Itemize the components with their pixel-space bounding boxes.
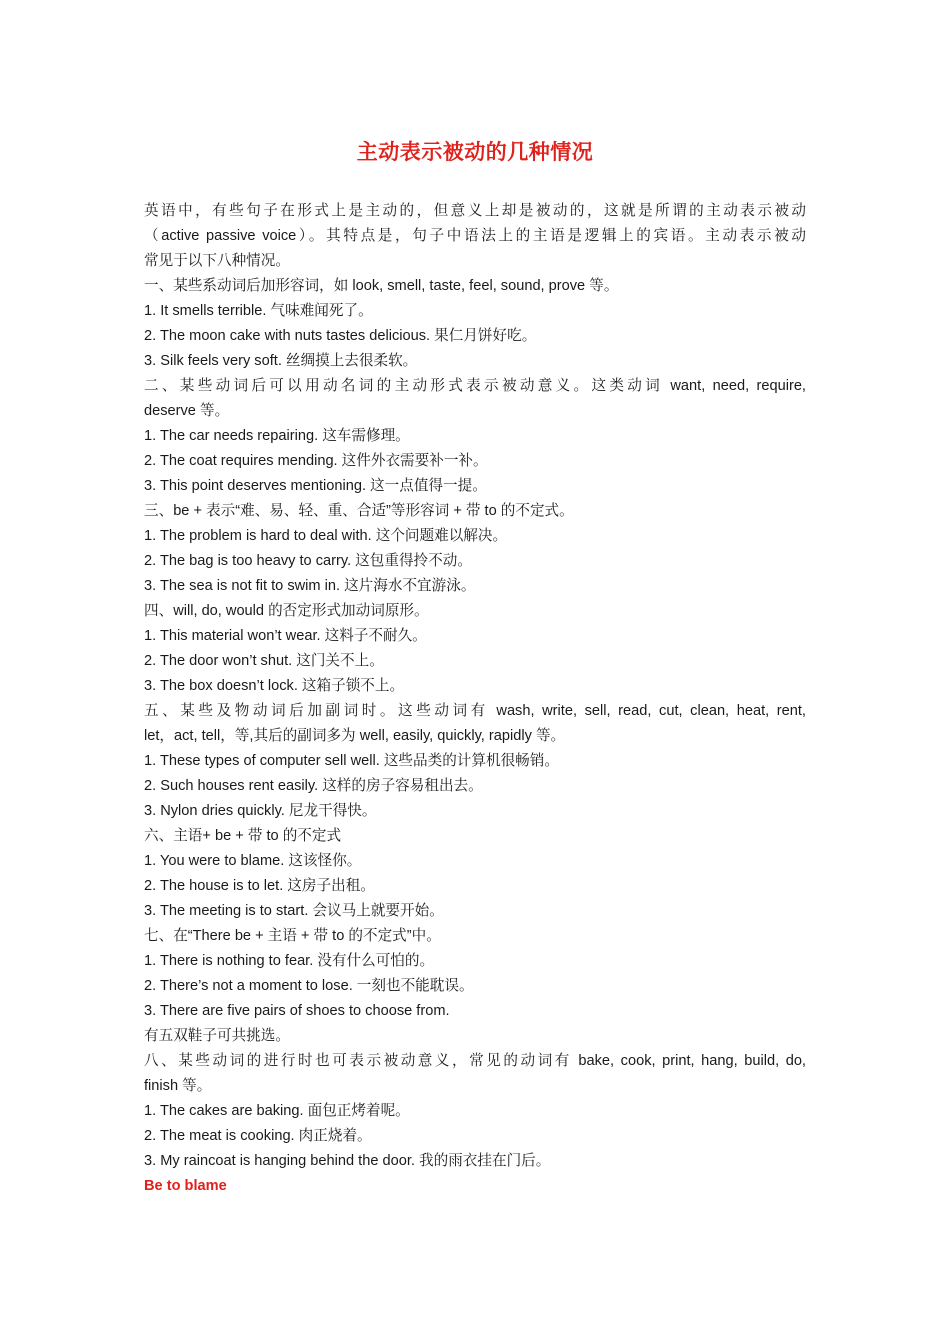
text-line: 2. There’s not a moment to lose. 一刻也不能耽误。	[144, 978, 474, 994]
text-line: 2. The meat is cooking. 肉正烧着。	[144, 1128, 372, 1144]
text-line: 1. It smells terrible. 气味难闻死了。	[144, 303, 373, 319]
text-line: 六、主语+ be + 带 to 的不定式	[144, 828, 342, 844]
text-line: 2. Such houses rent easily. 这样的房子容易租出去。	[144, 778, 483, 794]
text-line: 1. The car needs repairing. 这车需修理。	[144, 428, 410, 444]
footer-label: Be to blame	[144, 1178, 227, 1194]
text-line: 2. The coat requires mending. 这件外衣需要补一补。	[144, 453, 488, 469]
text-line: 二、某些动词后可以用动名词的主动形式表示被动意义。这类动词 want, need, require,	[144, 378, 806, 394]
document-body	[144, 199, 806, 1199]
text-line: 2. The moon cake with nuts tastes delicious. 果仁月饼好吃。	[144, 328, 537, 344]
text-line: 四、will, do, would 的否定形式加动词原形。	[144, 603, 429, 619]
text-line: 八、某些动词的进行时也可表示被动意义，常见的动词有 bake, cook, print, hang, build, do,	[144, 1053, 806, 1069]
text-line: 3. Silk feels very soft. 丝绸摸上去很柔软。	[144, 353, 418, 369]
text-line: 1. You were to blame. 这该怪你。	[144, 853, 362, 869]
text-line: 1. The cakes are baking. 面包正烤着呢。	[144, 1103, 410, 1119]
text-line: 1. The problem is hard to deal with. 这个问题难以解决。	[144, 528, 508, 544]
text-line: （active passive voice）。其特点是，句子中语法上的主语是逻辑上的宾语。主动表示被动	[144, 228, 806, 244]
text-line: 有五双鞋子可共挑选。	[144, 1028, 290, 1044]
text-line: 一、某些系动词后加形容词，如 look, smell, taste, feel, sound, prove 等。	[144, 278, 619, 294]
text-line: finish 等。	[144, 1078, 212, 1094]
text-line: 英语中，有些句子在形式上是主动的，但意义上却是被动的，这就是所谓的主动表示被动	[144, 203, 806, 219]
text-line: 常见于以下八种情况。	[144, 253, 290, 269]
text-line: 2. The bag is too heavy to carry. 这包重得拎不动。	[144, 553, 472, 569]
text-line: 3. The meeting is to start. 会议马上就要开始。	[144, 903, 444, 919]
page-title: 主动表示被动的几种情况	[356, 140, 594, 164]
text-line: 3. Nylon dries quickly. 尼龙干得快。	[144, 803, 377, 819]
text-line: 2. The house is to let. 这房子出租。	[144, 878, 375, 894]
text-line: let，act, tell，等,其后的副词多为 well, easily, quickly, rapidly 等。	[144, 728, 566, 744]
text-line: 1. These types of computer sell well. 这些品类的计算机很畅销。	[144, 753, 559, 769]
text-line: 七、在“There be + 主语 + 带 to 的不定式”中。	[144, 928, 441, 944]
text-line: 3. This point deserves mentioning. 这一点值得一提。	[144, 478, 487, 494]
text-line: 3. The box doesn’t lock. 这箱子锁不上。	[144, 678, 405, 694]
text-line: deserve 等。	[144, 403, 230, 419]
text-line: 3. The sea is not fit to swim in. 这片海水不宜游泳。	[144, 578, 476, 594]
text-line: 1. This material won’t wear. 这料子不耐久。	[144, 628, 427, 644]
text-line: 3. There are five pairs of shoes to choose from.	[144, 1003, 450, 1019]
text-line: 三、be + 表示“难、易、轻、重、合适”等形容词 + 带 to 的不定式。	[144, 503, 574, 519]
text-line: 3. My raincoat is hanging behind the door. 我的雨衣挂在门后。	[144, 1153, 551, 1169]
text-line: 五、某些及物动词后加副词时。这些动词有 wash, write, sell, read, cut, clean, heat, rent,	[144, 703, 806, 719]
text-line: 2. The door won’t shut. 这门关不上。	[144, 653, 384, 669]
text-line: 1. There is nothing to fear. 没有什么可怕的。	[144, 953, 435, 969]
